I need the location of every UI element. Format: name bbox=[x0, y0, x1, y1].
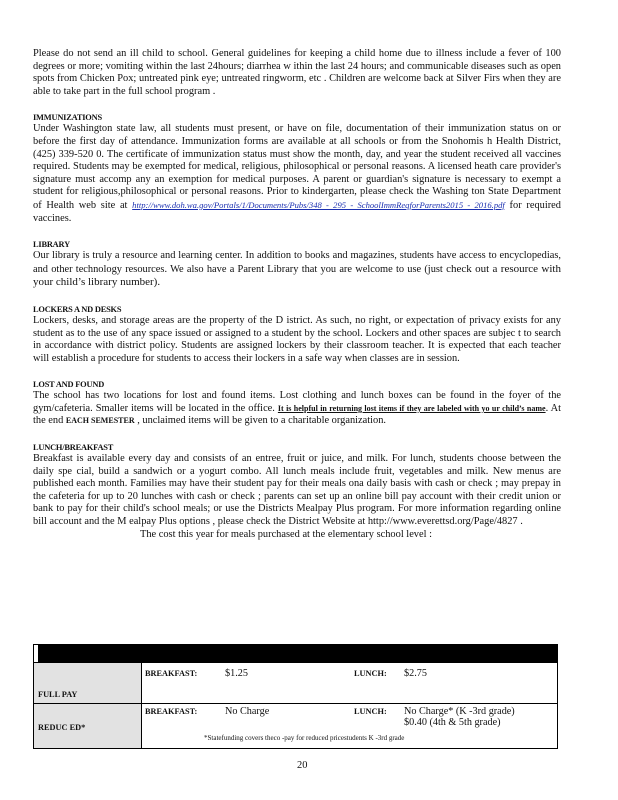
lost-text-end: , unclaimed items will be given to a charitable organization. bbox=[137, 415, 387, 427]
reduced-breakfast-label: BREAKFAST: bbox=[145, 707, 198, 716]
lost-found-section bbox=[33, 379, 561, 428]
reduced-breakfast-price: No Charge bbox=[225, 706, 270, 717]
full-pay-row bbox=[34, 663, 558, 704]
lost-found-heading: LOST AND FOUND bbox=[33, 380, 105, 390]
lockers-section bbox=[33, 304, 561, 365]
full-breakfast-price: $1.25 bbox=[225, 668, 248, 679]
lunch-heading: LUNCH/BREAKFAST bbox=[33, 443, 114, 453]
reduced-row bbox=[34, 704, 558, 749]
reduced-lunch-k3: No Charge* (K -3rd grade) bbox=[404, 706, 515, 717]
meal-price-table bbox=[33, 644, 558, 749]
library-heading: LIBRARY bbox=[33, 240, 70, 250]
library-text-end: check out a resource with your child’s library number). bbox=[33, 262, 561, 289]
lunch-paragraph: Breakfast is available every day and consists of an entree, fruit or juice, and milk. For lunch, students choose between the daily spe cial, build a sandwich or a yogurt combo. All lunch meals include fruit, vegetables and milk. New menus are published each month. Families may have their student pay for their meals ona daily basis with cash or check ; may prepay in the cafeteria for up to 20 lunches with cash or check ; parents can set up an online bill pay account with their credit union or bank to pay for their child's school meals; or use the Districts Mealpay Plus program. For more information regarding online bill account and the M ealpay Plus options , please check the District Website at http://www.everettsd.org/Page/4827 . bbox=[33, 453, 561, 528]
reduced-lunch-label: LUNCH: bbox=[354, 707, 387, 716]
full-pay-label: FULL PAY bbox=[38, 690, 78, 699]
lockers-paragraph: Lockers, desks, and storage areas are the property of the D istrict. As such, no right, or expectation of privacy exists for any student as to the use of any space issued or assigned to a student by the school. Lockers and other spaces are subjec t to search in accordance with district policy. Students are assigned lockers by their classroom teacher. It is expected that each teacher will establish a procedure for students to access their lockers in a safe way when classes are in session. bbox=[33, 314, 561, 364]
library-text: Our library is truly a resource and learning center. In addition to books and magazines, students have access to encyclopedias, and other technology resources. We also have a Parent Library that you are welcome to use (just bbox=[33, 250, 561, 275]
full-lunch-price: $2.75 bbox=[404, 668, 427, 679]
immunizations-text: Under Washington state law, all students must present, or have on file, documentation of their immunization status on or before the first day of attendance. Immunization forms are available at all schools or from the Snohomis h Health District, (425) 339-520 0. The certificate of immunization status must show the month, day, and year the student received all vaccines required. Students may be exempted for medical, religious, philosophical or personal reasons. A licensed heath care provider's signature must accomp any an exemption for medical purposes. A parent or guardian's signature is necessary to exempt a student for religious,philosophical or personal reasons. Prior to kindergarten, please check the Washing ton State Department of Health web site at bbox=[33, 123, 561, 211]
library-section bbox=[33, 239, 561, 290]
full-lunch-label: LUNCH: bbox=[354, 669, 387, 678]
reduced-label: REDUC ED* bbox=[38, 723, 86, 732]
each-semester: EACH SEMESTER bbox=[65, 416, 135, 426]
lost-found-paragraph bbox=[33, 390, 561, 428]
handbook-page bbox=[33, 48, 561, 541]
meal-cost-intro: The cost this year for meals purchased at the elementary school level : bbox=[140, 528, 432, 540]
illness-paragraph: Please do not send an ill child to school. General guidelines for keeping a child home due to illness include a fever of 100 degrees or more; vomiting within the last 24hours; diarrhea w ithin the last 24 hours; and communicable diseases such as open spots from Chicken Pox; untreated pink eye; untreated ringworm, etc . Children are welcome back at Silver Firs when they are able to take part in the full school program . bbox=[33, 48, 561, 97]
full-breakfast-label: BREAKFAST: bbox=[145, 669, 198, 678]
library-paragraph bbox=[33, 250, 561, 290]
immunizations-after-link: for required vaccines. bbox=[33, 199, 561, 224]
reduced-lunch-45: $0.40 (4th & 5th grade) bbox=[404, 717, 501, 728]
lockers-heading: LOCKERS A ND DESKS bbox=[33, 304, 122, 314]
immunizations-heading: IMMUNIZATIONS bbox=[33, 113, 102, 123]
immunizations-section bbox=[33, 112, 561, 225]
vaccine-requirements-link[interactable]: http://www.doh.wa.gov/Portals/1/Documents/Pubs/348 - 295 - SchoolImmReqforParents2015 - 2016.pdf bbox=[132, 199, 505, 210]
table-header-bar bbox=[34, 645, 558, 663]
page-number: 20 bbox=[297, 760, 308, 771]
state-funding-footnote: *Statefunding covers theco -pay for reduced pricestudents K -3rd grade bbox=[204, 734, 405, 742]
lost-text: The school has two locations for lost and found items. Lost clothing and lunch boxes can be found in the foyer of the gym/cafeteria. Smaller items will be located in the office. bbox=[33, 390, 561, 414]
lost-label-note: It is helpful in returning lost items if they are labeled with yo ur child’s name bbox=[277, 403, 546, 413]
lost-text-after: . At the end bbox=[33, 402, 561, 427]
lunch-section bbox=[33, 442, 561, 541]
immunizations-paragraph bbox=[33, 123, 561, 225]
